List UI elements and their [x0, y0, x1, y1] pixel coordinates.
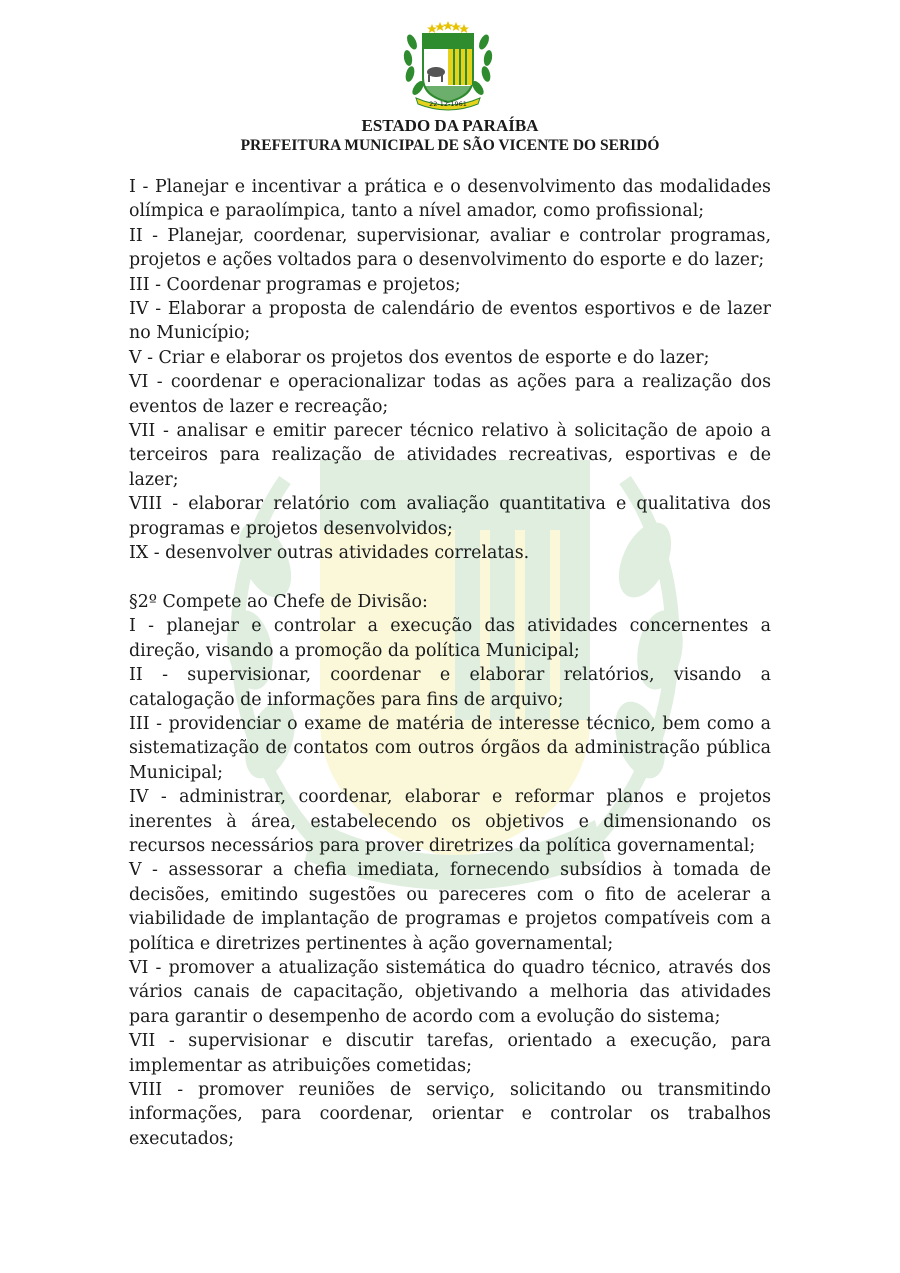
paragraph: I - planejar e controlar a execução das atividades concernentes a direção, visando a promoção da política Municipal; — [129, 616, 771, 661]
municipality-title: PREFEITURA MUNICIPAL DE SÃO VICENTE DO SERIDÓ — [240, 137, 660, 154]
seal-date: 22-12-1961 — [429, 100, 467, 108]
paragraph: VII - analisar e emitir parecer técnico relativo à solicitação de apoio a terceiros para realização de atividades recreativas, esportivas e de lazer; — [129, 421, 771, 490]
document-header — [0, 116, 900, 155]
paragraph: VII - supervisionar e discutir tarefas, orientado a execução, para implementar as atribuições cometidas; — [129, 1031, 771, 1076]
coat-of-arms — [398, 20, 498, 112]
paragraph: II - Planejar, coordenar, supervisionar, avaliar e controlar programas, projetos e ações voltados para o desenvolvimento do esporte e do lazer; — [129, 225, 771, 271]
paragraph: IV - administrar, coordenar, elaborar e reformar planos e projetos inerentes à área, estabelecendo os objetivos e dimensionando os recursos necessários para prover diretrizes da política governamental; — [129, 787, 771, 856]
paragraph: I - Planejar e incentivar a prática e o desenvolvimento das modalidades olímpica e paraolímpica, tanto a nível amador, como profissional; — [129, 177, 771, 222]
paragraph: VIII - promover reuniões de serviço, solicitando ou transmitindo informações, para coordenar, orientar e controlar os trabalhos executados; — [129, 1080, 771, 1149]
document-body — [129, 175, 771, 1151]
blank-line — [129, 566, 771, 590]
paragraph: VI - promover a atualização sistemática do quadro técnico, através dos vários canais de capacitação, objetivando a melhoria das atividades para garantir o desempenho de acordo com a evolução do sistema; — [129, 957, 771, 1027]
paragraph: IX - desenvolver outras atividades correlatas. — [129, 543, 530, 564]
paragraph: IV - Elaborar a proposta de calendário de eventos esportivos e de lazer no Município; — [129, 299, 771, 344]
paragraph: VIII - elaborar relatório com avaliação quantitativa e qualitativa dos programas e projetos desenvolvidos; — [129, 494, 771, 539]
paragraph: II - supervisionar, coordenar e elaborar relatórios, visando a catalogação de informações para fins de arquivo; — [129, 665, 771, 710]
paragraph: V - assessorar a chefia imediata, fornecendo subsídios à tomada de decisões, emitindo sugestões ou pareceres com o fito de acelerar a viabilidade de implantação de programas e projetos compatíveis com a política e diretrizes pertinentes à ação governamental; — [129, 860, 771, 954]
section-heading: §2º Compete ao Chefe de Divisão: — [129, 591, 428, 612]
state-title: ESTADO DA PARAÍBA — [361, 116, 539, 135]
paragraph: III - Coordenar programas e projetos; — [129, 274, 461, 295]
paragraph: V - Criar e elaborar os projetos dos eventos de esporte e do lazer; — [129, 347, 710, 368]
paragraph: VI - coordenar e operacionalizar todas as ações para a realização dos eventos de lazer e recreação; — [129, 372, 771, 417]
paragraph: III - providenciar o exame de matéria de interesse técnico, bem como a sistematização de contatos com outros órgãos da administração pública Municipal; — [129, 713, 771, 783]
